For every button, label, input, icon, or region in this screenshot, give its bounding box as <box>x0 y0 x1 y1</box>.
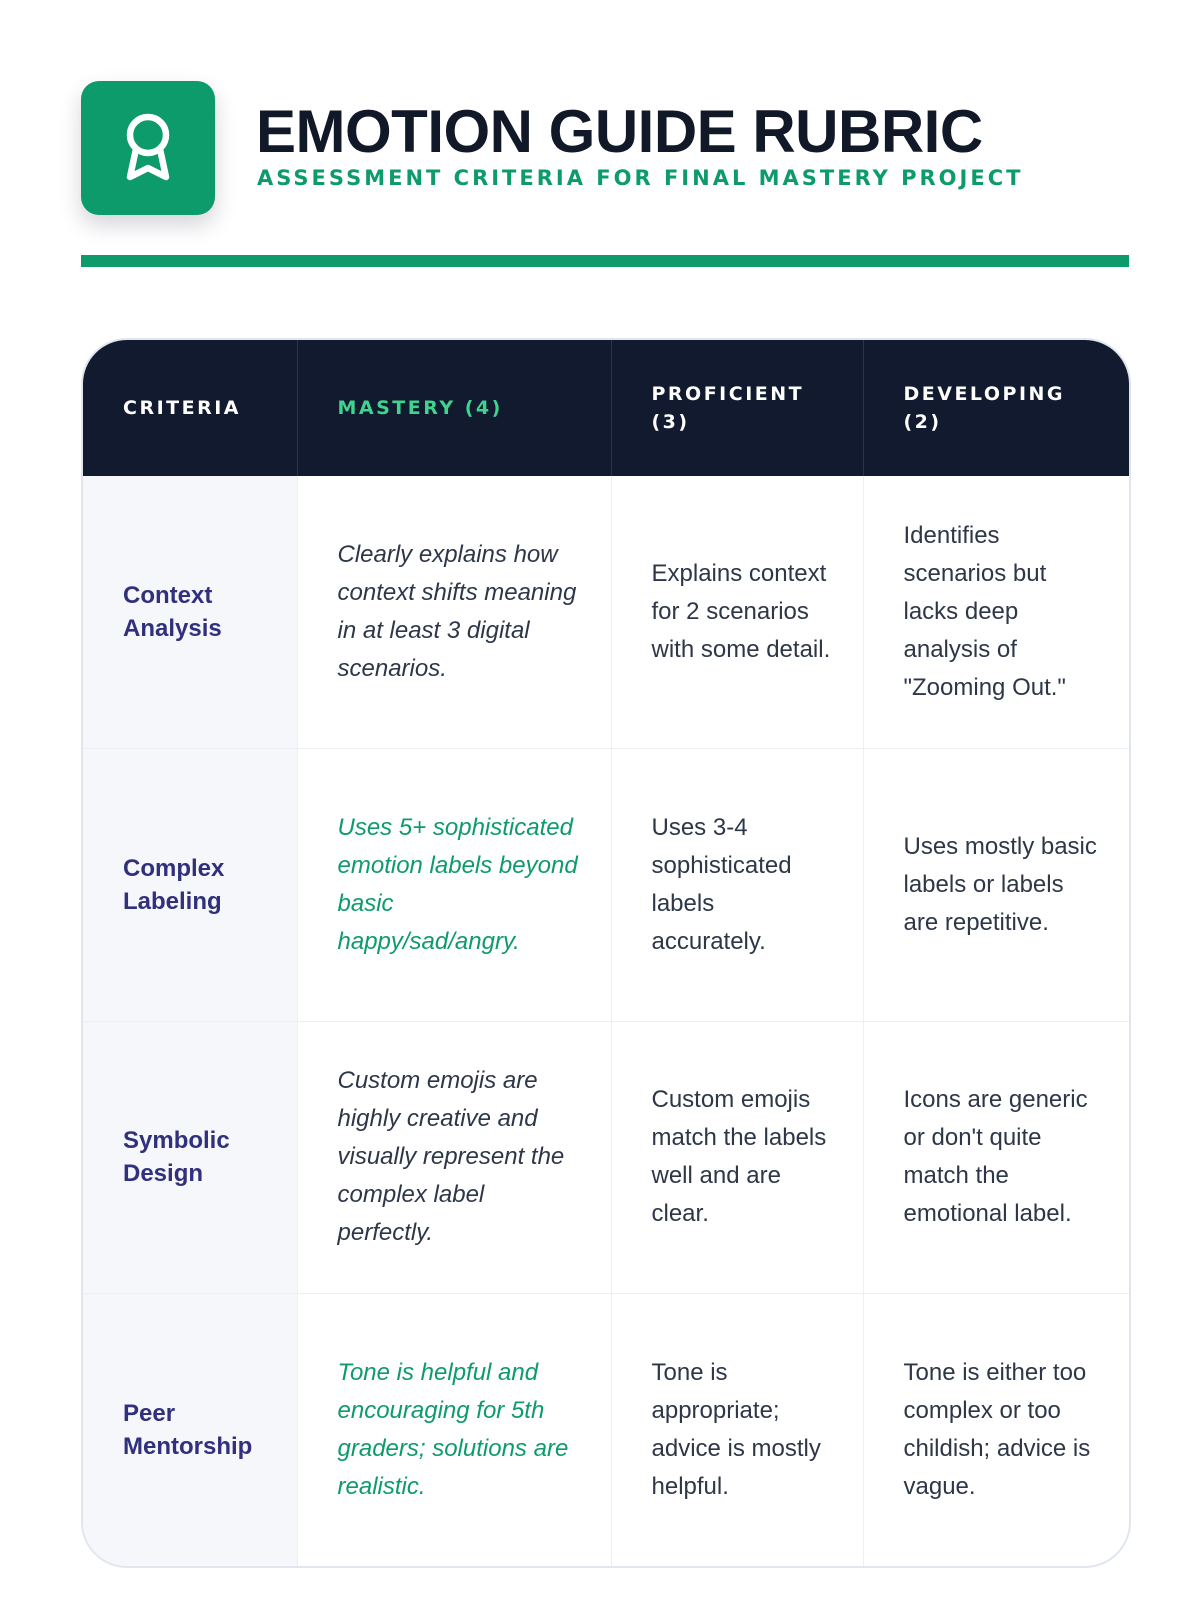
rubric-header-row <box>83 340 1129 476</box>
table-row <box>83 1294 1129 1567</box>
proficient-cell: Explains context for 2 scenarios with some detail. <box>611 476 863 749</box>
column-header-proficient: PROFICIENT (3) <box>611 340 863 476</box>
column-header-criteria: CRITERIA <box>83 340 297 476</box>
logo-badge <box>81 81 215 215</box>
page-title: EMOTION GUIDE RUBRIC <box>256 98 983 165</box>
criteria-cell: Symbolic Design <box>83 1021 297 1294</box>
criteria-cell: Context Analysis <box>83 476 297 749</box>
header-divider <box>81 255 1129 267</box>
page-subtitle: ASSESSMENT CRITERIA FOR FINAL MASTERY PROJECT <box>257 166 1024 190</box>
table-row <box>83 1021 1129 1294</box>
mastery-cell: Uses 5+ sophisticated emotion labels beyond basic happy/sad/angry. <box>297 749 611 1022</box>
proficient-cell: Tone is appropriate; advice is mostly helpful. <box>611 1294 863 1567</box>
rubric-card <box>81 338 1131 1568</box>
table-row <box>83 476 1129 749</box>
page-header <box>81 81 1129 221</box>
developing-cell: Icons are generic or don't quite match the emotional label. <box>863 1021 1129 1294</box>
proficient-cell: Custom emojis match the labels well and are clear. <box>611 1021 863 1294</box>
rubric-table <box>83 340 1129 1566</box>
column-header-mastery: MASTERY (4) <box>297 340 611 476</box>
mastery-cell: Tone is helpful and encouraging for 5th graders; solutions are realistic. <box>297 1294 611 1567</box>
criteria-cell: Complex Labeling <box>83 749 297 1022</box>
mastery-cell: Clearly explains how context shifts meaning in at least 3 digital scenarios. <box>297 476 611 749</box>
developing-cell: Identifies scenarios but lacks deep analysis of "Zooming Out." <box>863 476 1129 749</box>
table-row <box>83 749 1129 1022</box>
column-header-developing: DEVELOPING (2) <box>863 340 1129 476</box>
mastery-cell: Custom emojis are highly creative and visually represent the complex label perfectly. <box>297 1021 611 1294</box>
proficient-cell: Uses 3-4 sophisticated labels accurately. <box>611 749 863 1022</box>
criteria-cell: Peer Mentorship <box>83 1294 297 1567</box>
award-ribbon-icon <box>119 109 177 187</box>
developing-cell: Tone is either too complex or too childish; advice is vague. <box>903 1359 1091 1500</box>
developing-cell: Uses mostly basic labels or labels are repetitive. <box>863 749 1129 1022</box>
